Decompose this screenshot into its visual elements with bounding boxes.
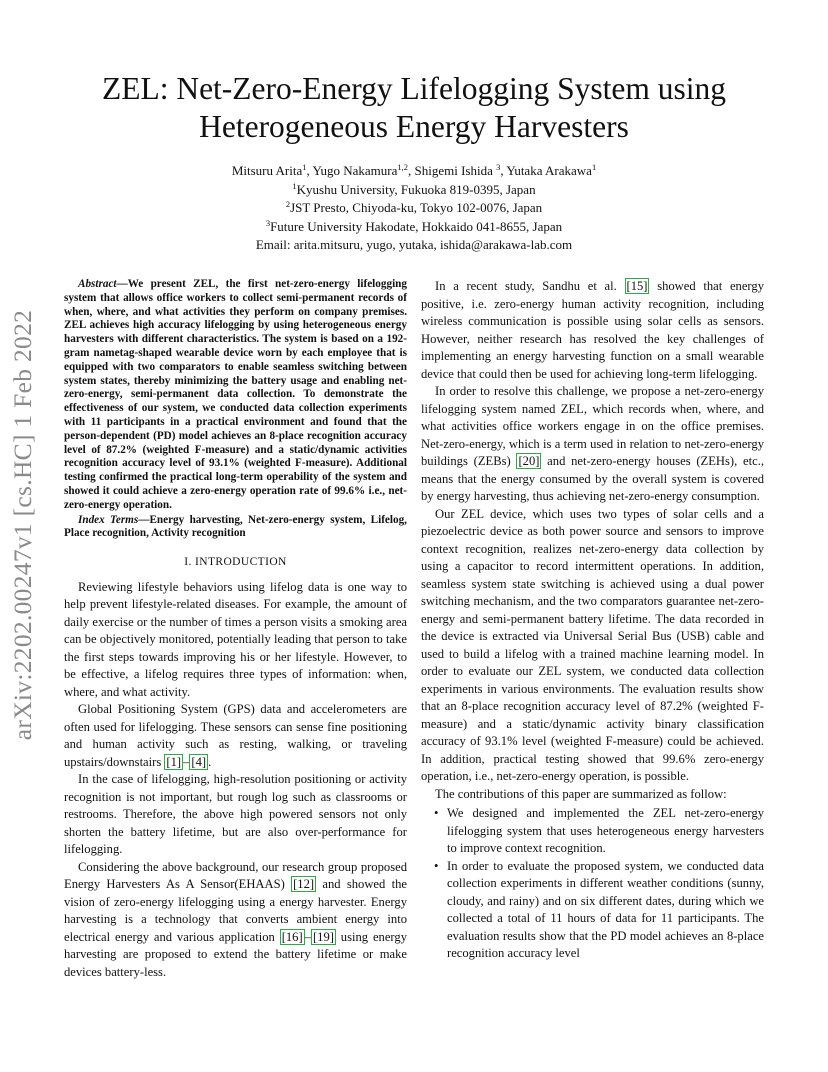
- author-3-sup: 3: [496, 162, 501, 172]
- citation-range-dash: –: [183, 754, 190, 769]
- affiliation-2-sup: 2: [285, 199, 291, 209]
- affiliation-1: [60, 181, 768, 200]
- paper-title: [60, 70, 768, 146]
- right-paragraph-4: The contributions of this paper are summarized as follow:: [435, 786, 727, 801]
- contributions-list: [421, 805, 764, 963]
- author-1: Mitsuru Arita: [231, 163, 303, 178]
- intro-paragraph-2-end: .: [208, 754, 212, 769]
- right-paragraph-1-text: In a recent study, Sandhu et al.: [435, 279, 625, 293]
- intro-paragraph-4: [64, 859, 407, 982]
- right-paragraph-3: Our ZEL device, which uses two types of solar cells and a piezoelectric device as both power source and sensors to improve context recognition, realizes net-zero-energy data collection by using a capacitor to record intermittent operations. In addition, seamless system state switching is achieved using a dual power switching mechanism, and the two comparators guarantee net-zero-energy and semi-permanent battery lifetime. The data recorded in the device is extracted via Universal Serial Bus (USB) cable and used to build a lifelog with a trained machine learning model. In order to evaluate our ZEL system, we conducted data collection experiments in various environments. The evaluation results show that an 8-place recognition accuracy level of 87.2% (weighted F-measure) and a static/dynamic activity binary classification accuracy of 93.1% level (weighted F-measure) could be achieved. In addition, practical testing showed that 99.6% zero-energy operation, i.e., net-zero-energy operation, is possible.: [421, 506, 764, 783]
- citation-link[interactable]: [1]: [166, 754, 182, 769]
- intro-paragraph-2: [64, 701, 407, 771]
- author-2-sup: 1,2: [397, 162, 408, 172]
- index-terms-text: —Energy harvesting, Net-zero-energy system, Lifelog, Place recognition, Activity recognition: [64, 513, 407, 540]
- abstract-text: —We present ZEL, the first net-zero-energy lifelogging system that allows office workers to collect semi-permanent records of when, where, and what activities they perform on company premises. ZEL achieves high accuracy lifelogging by using heterogeneous energy harvesters with different characteristics. The system is based on a 192-gram nametag-shaped wearable device worn by each employee that is equipped with two comparators to enable seamless switching between system states, thereby minimizing the battery usage and enabling net-zero-energy, semi-permanent data collection. To demonstrate the effectiveness of our system, we conducted data collection experiments with 11 participants in a practical environment and found that the person-dependent (PD) model achieves an 8-place recognition accuracy level of 87.2% (weighted F-measure) and a static/dynamic activities recognition accuracy level of 93.1% (weighted F-measure). Additional testing confirmed the practical long-term operability of the system and showed it could achieve a zero-energy operation rate of 99.6% i.e., net-zero-energy operation.: [64, 278, 407, 511]
- author-2: Yugo Nakamura: [312, 163, 398, 178]
- author-email: Email: arita.mitsuru, yugo, yutaka, ishida@arakawa-lab.com: [255, 237, 573, 252]
- author-3: Shigemi Ishida: [414, 163, 493, 178]
- citation-link[interactable]: [16]: [281, 929, 303, 944]
- abstract-label: Abstract: [78, 278, 117, 290]
- arxiv-stamp-text: arXiv:2202.00247v1 [cs.HC] 1 Feb 2022: [8, 309, 37, 741]
- intro-paragraph-4-mid: and showed the vision of zero-energy lifelogging using a energy harvester. Energy harvesting is a technology that converts ambient energy into electrical energy and various application: [64, 877, 407, 944]
- right-paragraph-1: [421, 278, 764, 383]
- right-column: [421, 278, 764, 963]
- index-terms-label: Index Terms: [78, 513, 139, 526]
- title-line-1: ZEL: Net-Zero-Energy Lifelogging System using: [101, 71, 727, 106]
- author-1-sup: 1: [302, 162, 307, 172]
- right-paragraph-2: [421, 383, 764, 506]
- author-block: [60, 162, 768, 255]
- affiliation-1-sup: 1: [292, 180, 297, 191]
- contribution-item: • We designed and implemented the ZEL net-zero-energy lifelogging system that uses heterogeneous energy harvesters to improve context recognition.: [421, 805, 764, 858]
- affiliation-2: [60, 199, 768, 218]
- right-paragraph-2-text: In order to resolve this challenge, we propose a net-zero-energy lifelogging system named ZEL, which records when, where, and what activities office workers engage in on the office premises. Net-zero-energy, which is a term used in relation to net-zero-energy buildings (ZEBs): [421, 384, 764, 468]
- arxiv-stamp: [3, 290, 43, 760]
- author-4: Yutaka Arakawa: [506, 163, 592, 178]
- left-column: [64, 278, 407, 981]
- affiliation-3: [60, 218, 768, 237]
- citation-link[interactable]: [12]: [293, 877, 315, 892]
- citation-link[interactable]: [4]: [191, 754, 207, 769]
- affiliation-3-text: Future University Hakodate, Hokkaido 041-8655, Japan: [270, 218, 563, 234]
- intro-paragraph-3: In the case of lifelogging, high-resolution positioning or activity recognition is not important, but rough log such as classrooms or restrooms. Therefore, the above high powered sensors not only shorten the battery lifetime, but are also over-performance for lifelogging.: [64, 772, 407, 857]
- author-4-sup: 1: [591, 162, 597, 172]
- intro-paragraph-4-text: Considering the above background, our research group proposed Energy Harvesters As A Sensor(EHAAS): [64, 859, 407, 892]
- affiliation-1-text: Kyushu University, Fukuoka 819-0395, Japan: [296, 181, 536, 197]
- citation-link[interactable]: [20]: [518, 454, 540, 468]
- index-terms: [64, 514, 407, 542]
- citation-link[interactable]: [19]: [312, 929, 334, 944]
- citation-link[interactable]: [15]: [626, 279, 648, 293]
- abstract: [64, 278, 407, 513]
- contribution-item: • In order to evaluate the proposed system, we conducted data collection experiments in different weather conditions (sunny, cloudy, and rainy) and on six different dates, during which we collected a total of 11 hours of data for 11 participants. The evaluation results show that the PD model achieves an 8-place recognition accuracy level: [421, 858, 764, 963]
- right-paragraph-2-end: and net-zero-energy houses (ZEHs), etc., means that the energy consumed by the overall system is covered by energy harvesting, thus achieving net-zero-energy consumption.: [421, 454, 764, 503]
- intro-paragraph-1: Reviewing lifestyle behaviors using lifelog data is one way to help prevent lifestyle-related diseases. For example, the amount of daily exercise or the number of times a person visits a smoking area can be objectively monitored, potentially leading that person to take the first steps towards improving his or her lifestyle. However, to be effective, a lifelog requires three types of information: when, where, and what activity.: [64, 579, 407, 699]
- intro-paragraph-4-end: using energy harvesting are proposed to extend the battery lifetime or make devices battery-less.: [64, 929, 407, 979]
- right-paragraph-1-end: showed that energy positive, i.e. zero-energy human activity recognition, including wireless communication is possible using solar cells as sensors. However, neither research has resolved the key challenges of implementing an energy harvesting function on a small wearable device that could then be used for achieving long-term lifelogging.: [421, 279, 764, 381]
- intro-paragraph-2-text: Global Positioning System (GPS) data and accelerometers are often used for lifelogging. These sensors can sense fine positioning and human activity such as resting, walking, or traveling upstairs/downstairs: [64, 702, 407, 769]
- author-names: Mitsuru Arita$^1$, Yugo Nakamura$^{1,2}$, Shigemi Ishida $^3$, Yutaka Arakawa$^1$: [231, 162, 597, 178]
- citation-range-dash: –: [304, 929, 311, 944]
- affiliation-2-text: JST Presto, Chiyoda-ku, Tokyo 102-0076, Japan: [290, 200, 543, 215]
- affiliation-3-sup: 3: [265, 217, 271, 228]
- section-heading-introduction: I. INTRODUCTION: [184, 556, 287, 569]
- title-line-2: Heterogeneous Energy Harvesters: [199, 109, 629, 144]
